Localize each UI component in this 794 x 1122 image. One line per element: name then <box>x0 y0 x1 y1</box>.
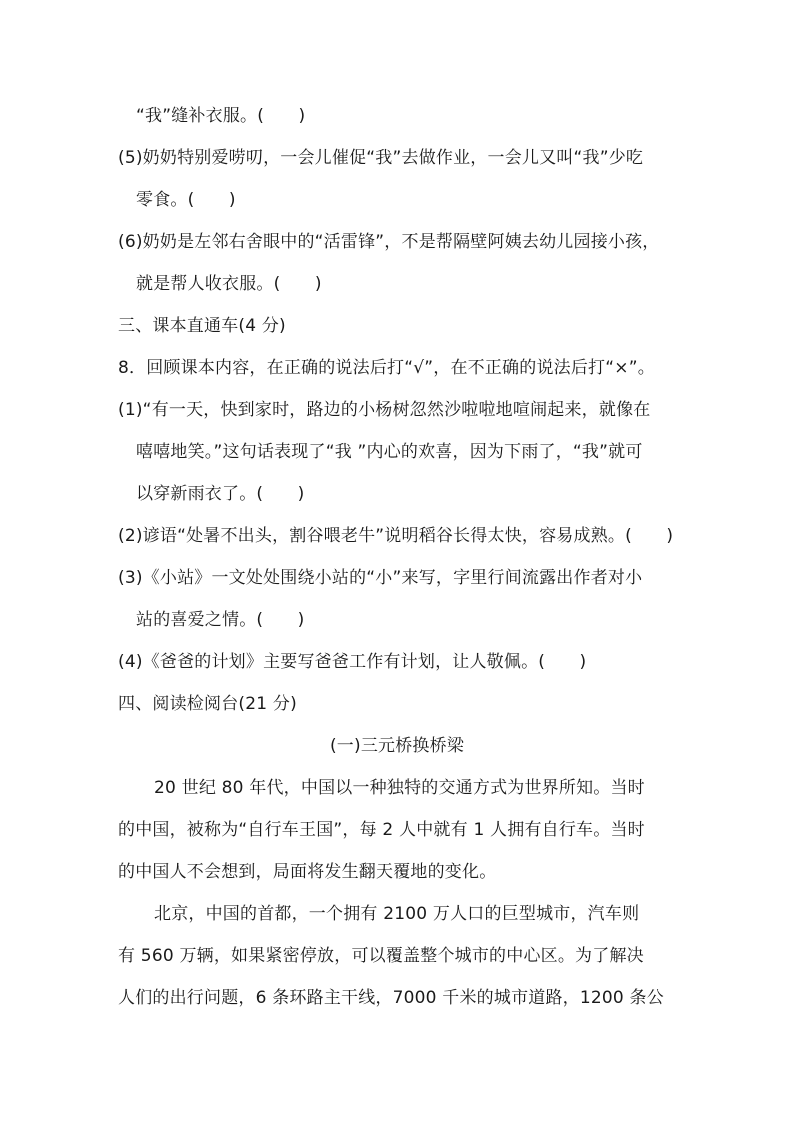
passage-paragraph-1-line-2: 的中国，被称为“自行车王国”，每 2 人中就有 1 人拥有自行车。当时 <box>118 820 645 840</box>
question-7-4-continuation: “我”缝补衣服。( ) <box>136 106 306 126</box>
question-7-5: (5)奶奶特别爱唠叨，一会儿催促“我”去做作业，一会儿又叫“我”少吃 <box>118 148 644 168</box>
passage-title: (一)三元桥换桥梁 <box>329 736 465 756</box>
question-8-1-continuation-a: 嘻嘻地笑。”这句话表现了“我 ”内心的欢喜，因为下雨了，“我”就可 <box>136 442 643 462</box>
question-8-instruction: 8．回顾课本内容，在正确的说法后打“√”，在不正确的说法后打“×”。 <box>118 358 655 378</box>
question-8-1: (1)“有一天，快到家时，路边的小杨树忽然沙啦啦地喧闹起来，就像在 <box>118 400 651 420</box>
passage-paragraph-1-line-3: 的中国人不会想到，局面将发生翻天覆地的变化。 <box>118 862 497 882</box>
section-4-heading: 四、阅读检阅台(21 分) <box>118 694 297 714</box>
question-8-3-continuation: 站的喜爱之情。( ) <box>136 610 305 630</box>
question-8-4: (4)《爸爸的计划》主要写爸爸工作有计划，让人敬佩。( ) <box>118 652 587 672</box>
passage-paragraph-2-line-1: 北京，中国的首都，一个拥有 2100 万人口的巨型城市，汽车则 <box>154 904 640 924</box>
passage-paragraph-1-line-1: 20 世纪 80 年代，中国以一种独特的交通方式为世界所知。当时 <box>154 778 645 798</box>
question-7-5-continuation: 零食。( ) <box>136 190 236 210</box>
passage-paragraph-2-line-3: 人们的出行问题，6 条环路主干线，7000 千米的城市道路，1200 条公 <box>118 988 664 1008</box>
question-8-3: (3)《小站》一文处处围绕小站的“小”来写，字里行间流露出作者对小 <box>118 568 643 588</box>
question-8-2: (2)谚语“处暑不出头，割谷喂老牛”说明稻谷长得太快，容易成熟。( ) <box>118 526 674 546</box>
question-7-6: (6)奶奶是左邻右舍眼中的“活雷锋”，不是帮隔壁阿姨去幼儿园接小孩， <box>118 232 660 252</box>
question-8-1-continuation-b: 以穿新雨衣了。( ) <box>136 484 305 504</box>
section-3-heading: 三、课本直通车(4 分) <box>118 316 286 336</box>
passage-paragraph-2-line-2: 有 560 万辆，如果紧密停放，可以覆盖整个城市的中心区。为了解决 <box>118 946 644 966</box>
question-7-6-continuation: 就是帮人收衣服。( ) <box>136 274 322 294</box>
